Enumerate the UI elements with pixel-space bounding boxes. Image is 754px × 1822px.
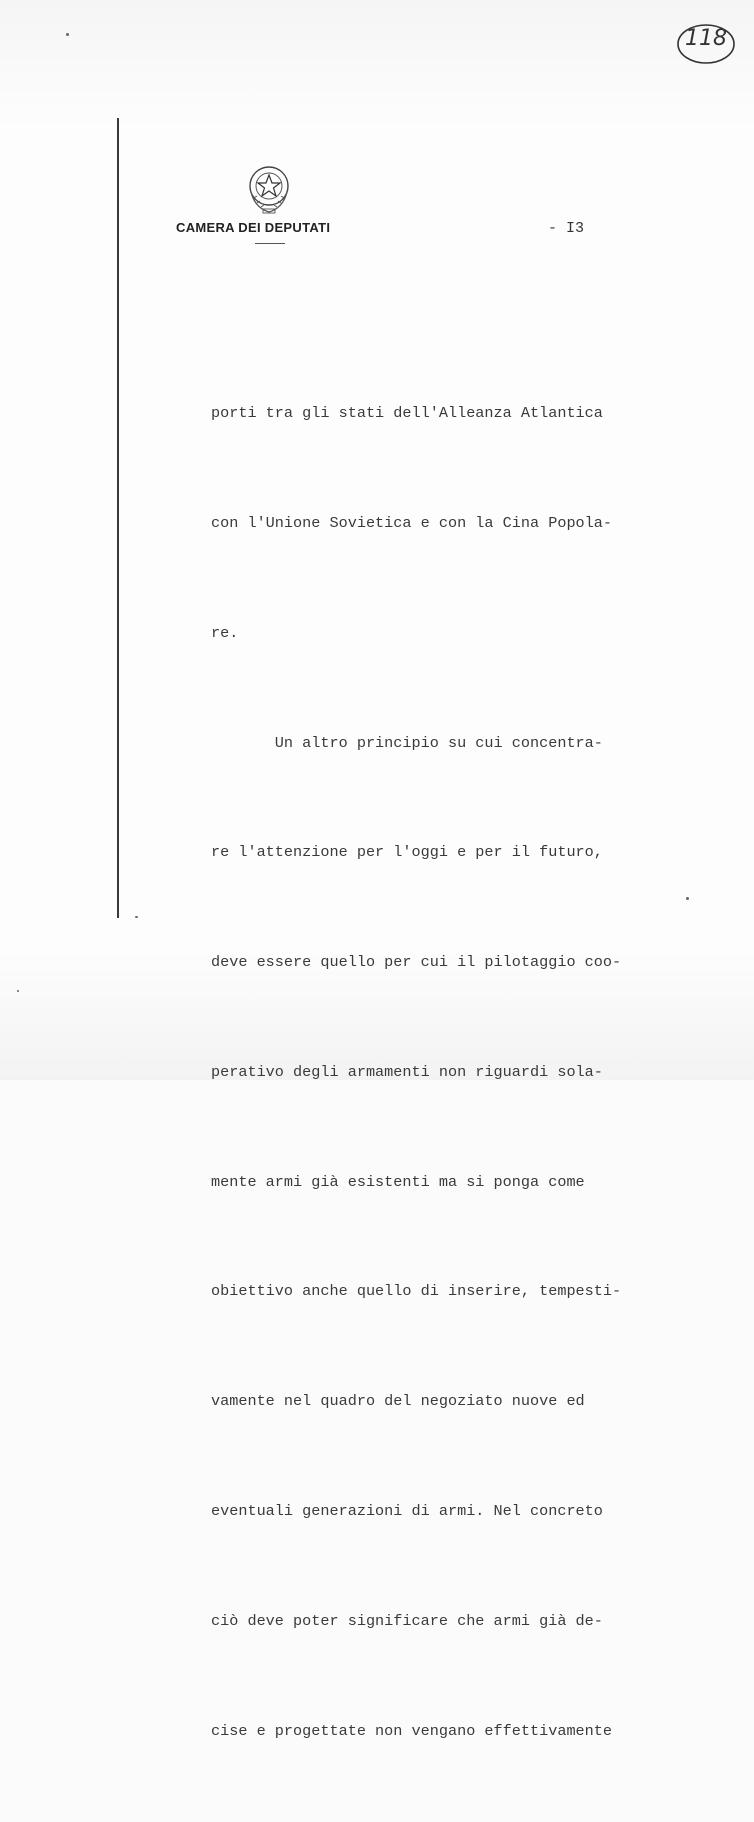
text-line: obiettivo anche quello di inserire, tempesti- [211, 1282, 622, 1301]
text-line: cise e progettate non vengano effettivamente [211, 1721, 613, 1740]
text-line: re l'attenzione per l'oggi e per il futuro, [211, 843, 603, 862]
text-line: mente armi già esistenti ma si ponga come [211, 1172, 585, 1191]
institution-header: CAMERA DEI DEPUTATI [176, 220, 331, 235]
scan-speck [66, 33, 69, 36]
text-line: re. [211, 623, 239, 642]
text-line: porti tra gli stati dell'Alleanza Atlantica [211, 404, 603, 423]
text-line: con l'Unione Sovietica e con la Cina Popola- [211, 513, 613, 532]
italian-republic-emblem-icon [245, 162, 293, 216]
text-line: ciò deve poter significare che armi già de- [211, 1611, 603, 1630]
archive-number: 118 [685, 26, 727, 51]
text-line: perativo degli armamenti non riguardi sola- [211, 1062, 603, 1081]
scan-speck [135, 916, 138, 918]
body-text [211, 322, 631, 1822]
text-line: deve essere quello per cui il pilotaggio coo- [211, 953, 622, 972]
text-line: vamente nel quadro del negoziato nuove ed [211, 1392, 585, 1411]
scan-speck [686, 897, 689, 900]
header-rule [255, 243, 285, 244]
text-line: eventuali generazioni di armi. Nel concreto [211, 1502, 603, 1520]
scan-speck [17, 990, 19, 992]
margin-rule [117, 118, 119, 918]
text-line: Un altro principio su cui concentra- [211, 733, 603, 752]
page-number: - I3 [548, 220, 585, 237]
